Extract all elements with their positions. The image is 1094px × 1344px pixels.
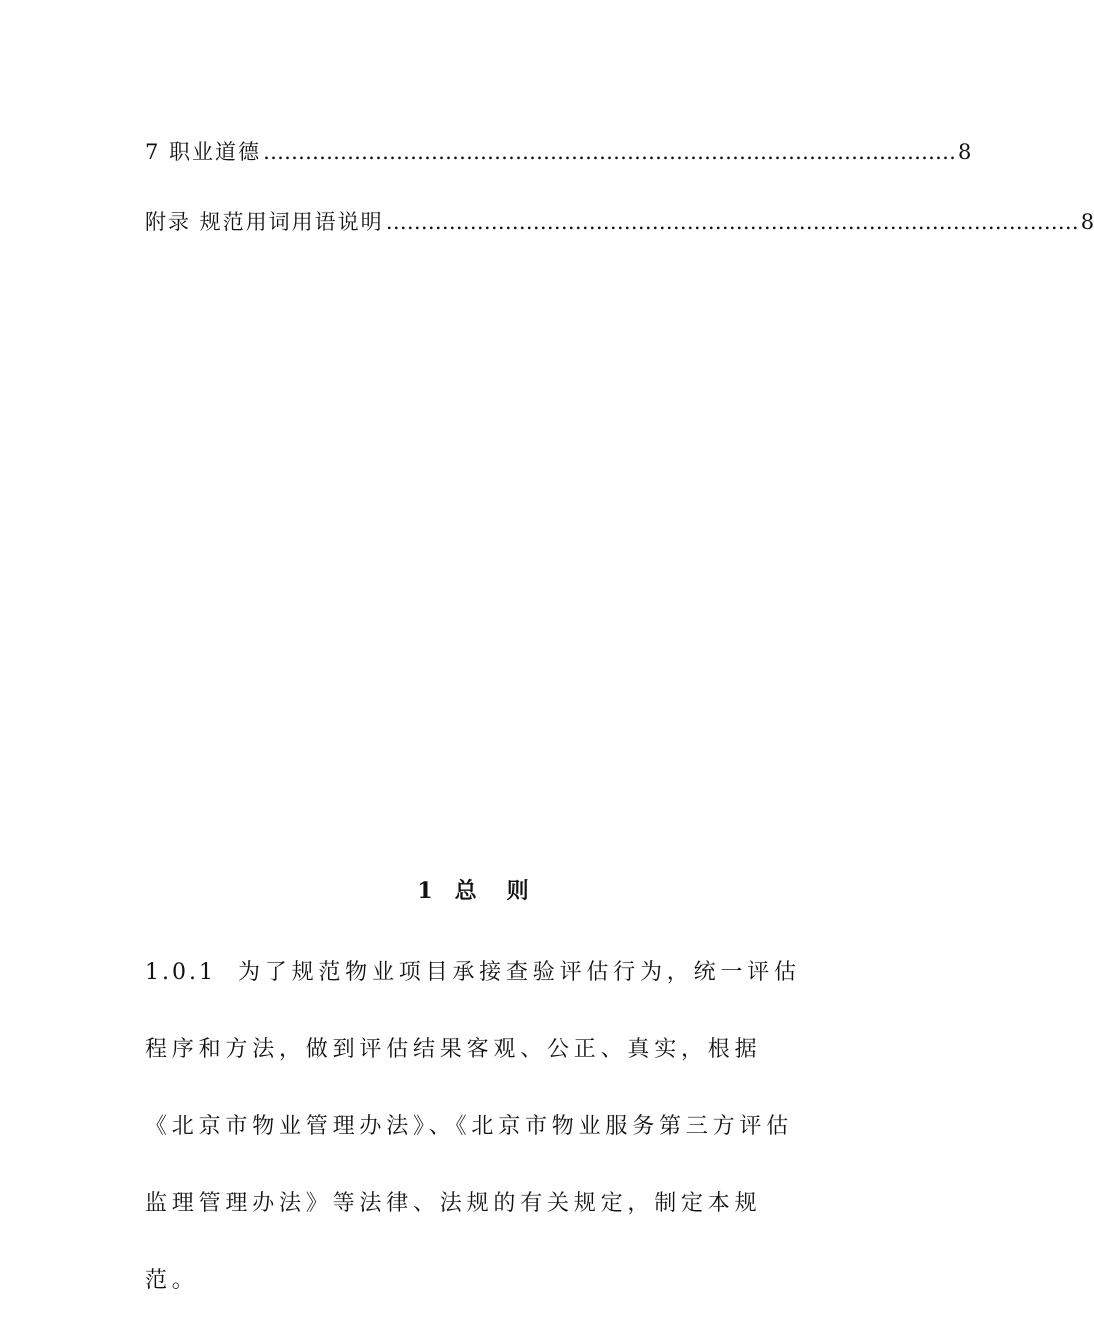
- section-title-text: 总 则: [454, 878, 533, 904]
- section-heading: [0, 874, 950, 905]
- toc-page-number: 8: [1080, 210, 1094, 234]
- clause-paragraph: [145, 934, 810, 1319]
- toc-entry-label: 附录 规范用词用语说明: [145, 210, 384, 234]
- toc-entry-label: 7 职业道德: [145, 140, 262, 164]
- clause-text: 为了规范物业项目承接查验评估行为，统一评估程序和方法，做到评估结果客观、公正、真实，根据《北京市物业管理办法》、《北京市物业服务第三方评估监理管理办法》等法律、法规的有关规定，制定本规范。: [145, 960, 801, 1293]
- toc-dot-leader: ………………………………………………………………………………………: [263, 140, 957, 164]
- toc-entry[interactable]: [145, 206, 1094, 240]
- toc-dot-leader: ………………………………………………………………………………………: [385, 210, 1079, 234]
- clause-number: 1.0.1: [145, 960, 216, 985]
- toc-entry[interactable]: [145, 136, 972, 170]
- toc-page-number: 8: [958, 140, 972, 164]
- section-number: 1: [417, 878, 437, 904]
